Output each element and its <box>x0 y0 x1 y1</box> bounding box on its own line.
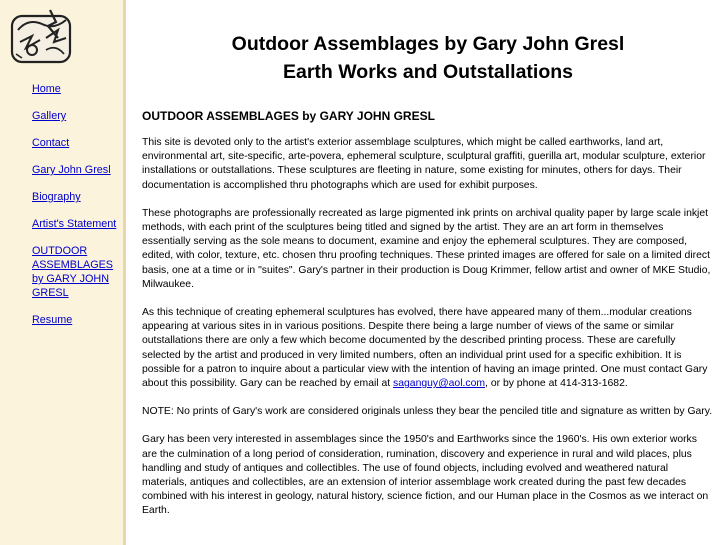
note-paragraph: NOTE: No prints of Gary's work are considered originals unless they bear the penciled title and signature as written by Gary. <box>142 406 713 418</box>
resume-link[interactable]: Resume <box>32 314 73 326</box>
page-title <box>142 30 714 86</box>
gary-john-gresl-link[interactable]: Gary John Gresl <box>32 164 111 176</box>
technique-text: As this technique of creating ephemeral sculptures has evolved, there have appeared many of them...modular creations appearing at various sites in in various positions. Despite there being a large number of views of the same or similar outstallations there are only a few which become documented by the described printing process. These are carefully selected by the artist and produced in very limited numbers, often an individual print used for a specific exhibition. It is possible for a patron to inquire about a particular view with the intention of having an image printed. One must contact Gary about this possibility. Gary can be reached by email at <box>142 307 708 390</box>
email-link[interactable]: saganguy@aol.com <box>393 378 486 390</box>
contact-link[interactable]: Contact <box>32 137 70 149</box>
sidebar-item-contact <box>32 136 120 150</box>
sidebar-item-gallery <box>32 109 120 123</box>
assemblage-logo-icon[interactable] <box>10 8 74 64</box>
technique-paragraph <box>142 306 714 391</box>
section-heading: OUTDOOR ASSEMBLAGES by GARY JOHN GRESL <box>142 109 435 123</box>
phone-text: , or by phone at 414-313-1682. <box>485 378 628 390</box>
page-title-line2: Earth Works and Outstallations <box>282 61 574 83</box>
biography-link[interactable]: Biography <box>32 191 81 203</box>
history-paragraph: Gary has been very interested in assemblages since the 1950's and Earthworks since the 1960's. His own exterior works are the culmination of a long period of consideration, rumination, discovery and experience in rural and wild places, plus handling and study of antiques and collectibles. The use of found objects, including evolved and weathered natural materials, antiques and collectibles, are an extension of interior assemblage work created during the past few decades combined with his interest in geology, natural history, science fiction, and our Human place in the Cosmos as we interact on Earth. <box>142 434 709 517</box>
intro-paragraph: This site is devoted only to the artist's exterior assemblage sculptures, which might be called earthworks, land art, environmental art, site-specific, arte-povera, ephemeral sculpture, sculptural graffiti, guerilla art, modular sculpture, exterior installations or outstallations. These sculptures are fleeting in nature, some existing for minutes, others for days. Their documentation is accomplished thru photographs which are used for exhibit purposes. <box>142 137 706 191</box>
sidebar-nav <box>32 82 120 340</box>
sidebar-item-biography <box>32 190 120 204</box>
sidebar-item-outdoor-assemblages <box>32 244 120 300</box>
sidebar-item-gary-john-gresl <box>32 163 120 177</box>
sidebar <box>0 0 123 545</box>
home-link[interactable]: Home <box>32 83 61 95</box>
page-title-line1: Outdoor Assemblages by Gary John Gresl <box>231 33 625 55</box>
gallery-link[interactable]: Gallery <box>32 110 67 122</box>
main-content <box>142 30 714 519</box>
sidebar-item-home <box>32 82 120 96</box>
sidebar-divider <box>123 0 126 545</box>
artists-statement-link[interactable]: Artist's Statement <box>32 218 117 230</box>
photographs-paragraph: These photographs are professionally recreated as large pigmented ink prints on archival quality paper by large scale inkjet methods, with each print of the sculptures being titled and signed by the artist. They are an art form in themselves essentially serving as the sole means to document, examine and enjoy the ephemeral sculptures. They are composed, edited, with color, texture, etc. chosen thru proofing techniques. These printed images are offered for sale on a limited direct basis, one at a time or in "suites". Gary's partner in their production is Doug Krimmer, fellow artist and owner of MKE Studio, Milwaukee. <box>142 207 711 290</box>
outdoor-assemblages-link[interactable]: OUTDOOR ASSEMBLAGES by GARY JOHN GRESL <box>32 245 114 299</box>
sidebar-item-resume <box>32 313 120 327</box>
sidebar-item-artists-statement <box>32 217 120 231</box>
